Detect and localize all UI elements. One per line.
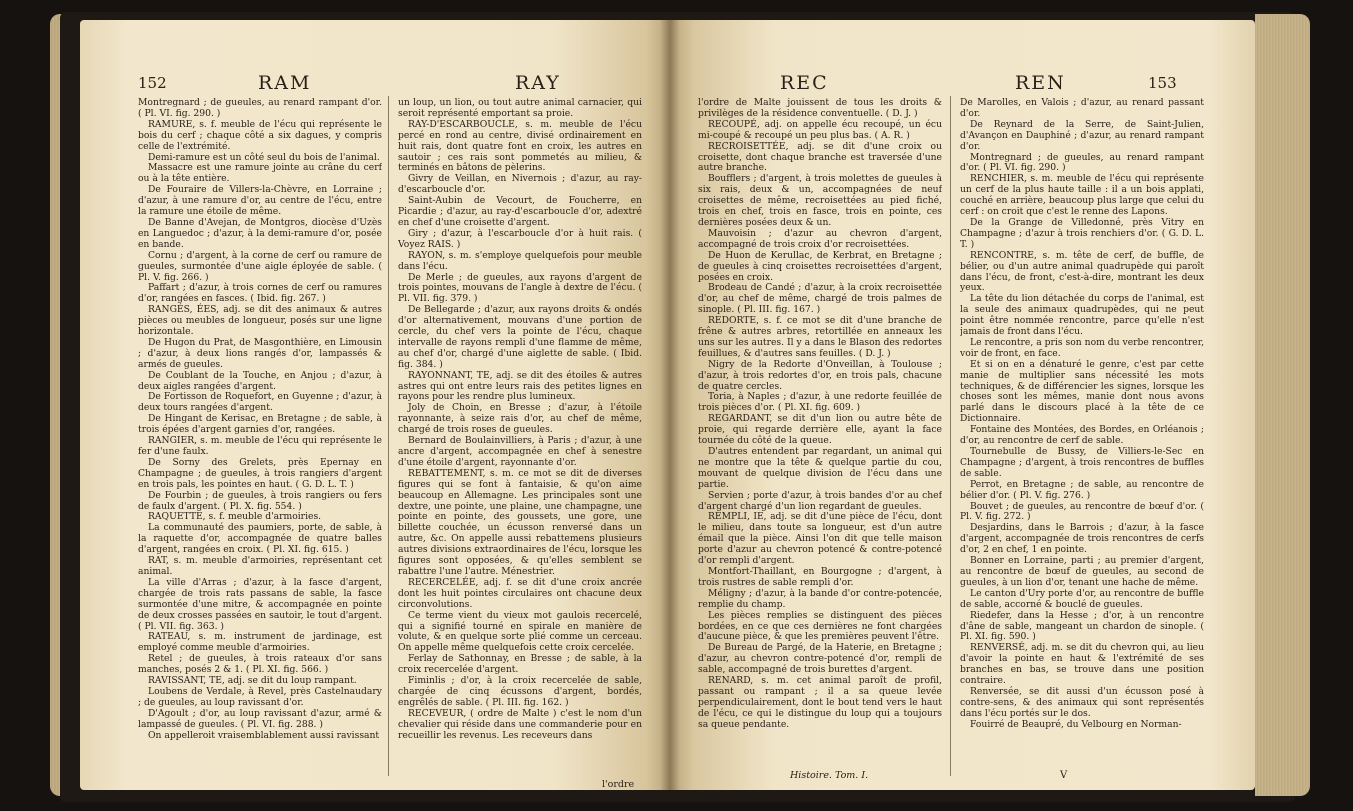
paragraph: De Hugon du Prat, de Masgonthière, en Limousin ; d'azur, à deux lions rangés d'or, lampassés & armés de gueules. [138,336,382,370]
right-header-word-right: REN [1015,72,1066,94]
paragraph: REBATTEMENT, s. m. ce mot se dit de diverses figures qui se font à fantaisie, & qu'on aime beaucoup en Allemagne. Les principales sont une dextre, une pointe, une plaine, une champagne, une pointe en pointe, des goussets, une gore, une billette couchée, un écusson renversé dans un autre, &c. On appelle aussi rebattemens plusieurs autres divisions extraordinaires de l'écu, lorsque les figures sont opposées, & qu'elles semblent se rabattre l'une l'autre. Ménestrier. [398,467,642,577]
right-page-number: 153 [1148,74,1177,92]
paragraph: Montregnard ; de gueules, au renard rampant d'or. ( Pl. VI. fig. 290. ) [138,98,382,119]
paragraph: Tournebulle de Bussy, de Villiers-le-Sec en Champagne ; d'argent, à trois rencontres de buffles de sable. [960,446,1204,479]
paragraph: Nigry de la Redorte d'Onveillan, à Toulouse ; d'azur, à trois redortes d'or, en trois pals, chacune de quatre cercles. [698,358,942,392]
left-page [80,20,670,790]
paragraph: De Fortisson de Roquefort, en Guyenne ; d'azur, à deux tours rangées d'argent. [138,391,382,414]
paragraph: Ce terme vient du vieux mot gaulois recercelé, qui a signifié tourné en spirale en manière de volute, & en quelque sorte plié comme un cerceau. On appelle même quelquefois cette croix cercelée. [398,609,642,654]
right-footer: Histoire. Tom. I. [790,770,869,781]
paragraph: RAYON, s. m. s'employe quelquefois pour meuble dans l'écu. [398,249,642,272]
paragraph: REMPLI, IE, adj. se dit d'une pièce de l'écu, dont le milieu, dans toute sa longueur, est d'un autre émail que la pièce. Ainsi l'on dit que telle maison porte d'azur au chevron potencé & contre-potencé d'or rempli d'argent. [698,511,942,567]
paragraph: De Marolles, en Valois ; d'azur, au renard passant d'or. [960,98,1204,119]
left-header-word-left: RAM [258,72,312,94]
paragraph: Bernard de Boulainvilliers, à Paris ; d'azur, à une ancre d'argent, accompagnée en chef à senestre d'une étoile d'argent, rayonnante d'or. [398,435,642,468]
paragraph: Le rencontre, a pris son nom du verbe rencontrer, voir de front, en face. [960,336,1204,359]
paragraph: Desjardins, dans le Barrois ; d'azur, à la fasce d'argent, accompagnée de trois rencontres de cerfs d'or, 2 en chef, 1 en pointe. [960,522,1204,556]
paragraph: De Bellegarde ; d'azur, aux rayons droits & ondés d'or alternativement, mouvans d'une portion de cercle, du chef vers la pointe de l'écu, chaque intervalle de rayons rempli d'une flamme de même, au chef d'or, chargé d'une aiglette de sable. ( Ibid. fig. 384. ) [398,304,642,370]
paragraph: Retel ; de gueules, à trois rateaux d'or sans manches, posés 2 & 1. ( Pl. XI. fig. 566. ) [138,653,382,676]
paragraph: Ferlay de Sathonnay, en Bresse ; de sable, à la croix recercelée d'argent. [398,653,642,676]
right-page-column-2 [960,98,1204,778]
right-column-rule [950,96,951,776]
paragraph: RANGIER, s. m. meuble de l'écu qui représente le fer d'une faulx. [138,435,382,457]
paragraph: REDORTE, s. f. ce mot se dit d'une branche de frêne & autres arbres, retortillée en anneaux les uns sur les autres. Il y a dans le Blason des redortes feuillues, & d'autres sans feuilles. ( D. J. ) [698,315,942,359]
paragraph: De Huon de Kerullac, de Kerbrat, en Bretagne ; de gueules à cinq croisettes recroisettées d'argent, posées en croix. [698,249,942,283]
left-column-rule [388,96,389,776]
paragraph: RAYONNANT, TE, adj. se dit des étoiles & autres astres qui ont entre leurs rais des petites lignes en rayons pour les rendre plus lumineux. [398,369,642,403]
paragraph: Paffart ; d'azur, à trois cornes de cerf ou ramures d'or, rangées en fasces. ( Ibid. fig. 267. ) [138,282,382,305]
paragraph: RATEAU, s. m. instrument de jardinage, est employé comme meuble d'armoiries. [138,631,382,654]
paragraph: RAVISSANT, TE, adj. se dit du loup rampant. [148,675,357,687]
paragraph: Fiminlis ; d'or, à la croix recercelée de sable, chargée de cinq écussons d'argent, bordés, engrêlés de sable. ( Pl. III. fig. 162. ) [398,675,642,708]
paragraph: Givry de Veillan, en Nivernois ; d'azur, au ray-d'escarboucle d'or. [398,173,642,196]
paragraph: Bouvet ; de gueules, au rencontre de bœuf d'or. ( Pl. V. fig. 272. ) [960,500,1204,523]
paragraph: Les pièces remplies se distinguent des pièces bordées, en ce que ces dernières ne font chargées d'aucune pièce, & que les premières peuvent l'être. [698,609,942,643]
left-running-header [80,72,670,96]
paragraph: Renversée, se dit aussi d'un écusson posé à contre-sens, & des animaux qui sont représentés dans l'écu portés sur le dos. [960,685,1204,719]
paragraph: Le canton d'Ury porte d'or, au rencontre de buffle de sable, accorné & bouclé de gueules. [960,587,1204,610]
page-edges-right [1255,14,1310,796]
paragraph: Fontaine des Montées, des Bordes, en Orléanois ; d'or, au rencontre de cerf de sable. [960,424,1204,447]
left-header-word-right: RAY [515,72,561,94]
left-page-column-1 [138,98,382,778]
paragraph: RENCHIER, s. m. meuble de l'écu qui représente un cerf de la plus haute taille : il a un bois applati, couché en arrière, beaucoup plus large que celui du cerf : on croit que c'est le renne des Lapons. [960,173,1204,218]
left-catchword: l'ordre [602,779,635,790]
right-signature: V [1060,770,1068,781]
paragraph: Giry ; d'azur, à l'escarboucle d'or à huit rais. ( Voyez RAIS. ) [398,227,642,250]
paragraph: Boufflers ; d'argent, à trois molettes de gueules à six rais, deux & un, accompagnées de neuf croisettes de même, recroisettées au pied fiché, trois en chef, trois en fasce, trois en pointe, ces dernières posées deux & un. [698,173,942,228]
paragraph: l'ordre de Malte jouissent de tous les droits & privilèges de la résidence conventuelle. ( D. J. ) [698,98,942,119]
paragraph: RECERCELÉE, adj. f. se dit d'une croix ancrée dont les huit pointes circulaires ont chacune deux circonvolutions. [398,576,642,610]
paragraph: De Banne d'Avejan, de Montgros, diocèse d'Uzès en Languedoc ; d'azur, à la demi-ramure d'or, posée en bande. [138,216,382,250]
paragraph: RAMURE, s. f. meuble de l'écu qui représente le bois du cerf ; chaque côté a six dagues, y compris celle de l'extrémité. [138,118,382,152]
paragraph: D'autres entendent par regardant, un animal qui ne montre que la tête & quelque partie du cou, mouvant de quelque division de l'écu dans une partie. [698,446,942,490]
paragraph: De Hingant de Kerisac, en Bretagne ; de sable, à trois épées d'argent garnies d'or, rangées. [138,413,382,436]
paragraph: Brodeau de Candé ; d'azur, à la croix recroisettée d'or, au chef de même, chargé de trois palmes de sinople. ( Pl. III. fig. 167. ) [698,282,942,316]
right-running-header [670,72,1255,96]
paragraph: Massacre est une ramure jointe au crâne du cerf ou à la tête entière. [138,162,382,185]
paragraph: De Fouraire de Villers-la-Chèvre, en Lorraine ; d'azur, à une ramure d'or, au centre de l'écu, entre la ramure une étoile de même. [138,184,382,218]
paragraph: Montregnard ; de gueules, au renard rampant d'or. ( Pl. VI. fig. 290. ) [960,151,1204,174]
paragraph: La communauté des paumiers, porte, de sable, à la raquette d'or, accompagnée de quatre balles d'argent, rangées en croix. ( Pl. XI. fig. 615. ) [138,522,382,556]
paragraph: De Coublant de la Touche, en Anjou ; d'azur, à deux aigles rangées d'argent. [138,369,382,392]
paragraph: Et si on en a dénaturé le genre, c'est par cette manie de multiplier sans nécessité les mots techniques, & de différencier les signes, lorsque les choses sont les mêmes, manie dont nous avons parlé dans le discours placé à la tête de ce Dictionnaire. [960,358,1204,425]
paragraph: De Bureau de Pargé, de la Haterie, en Bretagne ; d'azur, au chevron contre-potencé d'or, rempli de sable, accompagné de trois burettes d'argent. [698,642,942,676]
paragraph: De Sorny des Grelets, près Epernay en Champagne ; de gueules, à trois rangiers d'argent en trois pals, les pointes en haut. ( G. D. L. T. ) [138,456,382,490]
paragraph: Méligny ; d'azur, à la bande d'or contre-potencée, remplie du champ. [698,587,942,610]
paragraph: RECEVEUR, ( ordre de Malte ) c'est le nom d'un chevalier qui réside dans une commanderie pour en recueillir les revenus. Les receveurs dans [398,707,642,741]
paragraph: Riedefer, dans la Hesse ; d'or, à un rencontre d'âne de sable, mangeant un chardon de sinople. ( Pl. XI. fig. 590. ) [960,609,1204,643]
paragraph: RENARD, s. m. cet animal paroît de profil, passant ou rampant ; il a sa queue levée perpendiculairement, dont le bout tend vers le haut de l'écu, ce qui le distingue du loup qui a toujours sa queue pendante. [698,675,942,730]
left-page-column-2 [398,98,642,778]
right-page-column-1 [698,98,942,778]
right-page [670,20,1255,790]
paragraph: De Reynard de la Serre, de Saint-Julien, d'Avançon en Dauphiné ; d'azur, au renard rampant d'or. [960,118,1204,152]
paragraph: De Merle ; de gueules, aux rayons d'argent de trois pointes, mouvans de l'angle à dextre de l'écu. ( Pl. VII. fig. 379. ) [398,271,642,305]
paragraph: Bonner en Lorraine, parti ; au premier d'argent, au rencontre de bœuf de gueules, au second de gueules, à un lion d'or, tenant une hache de même. [960,555,1204,588]
paragraph: Cornu ; d'argent, à la corne de cerf ou ramure de gueules, surmontée d'une aigle éployée de sable. ( Pl. V. fig. 266. ) [138,249,382,283]
paragraph: RECOUPÉ, adj. on appelle écu recoupé, un écu mi-coupé & recoupé un peu plus bas. ( A. R. ) [698,118,942,141]
paragraph: RENVERSÉ, adj. m. se dit du chevron qui, au lieu d'avoir la pointe en haut & l'extrémité de ses branches en bas, se trouve dans une position contraire. [960,642,1204,687]
paragraph: Montfort-Thaillant, en Bourgogne ; d'argent, à trois rustres de sable rempli d'or. [698,565,942,588]
paragraph: RECROISETTÉE, adj. se dit d'une croix ou croisette, dont chaque branche est traversée d'une autre branche. [698,140,942,174]
paragraph: Fouirré de Beaupré, du Velbourg en Norman- [970,718,1182,730]
paragraph: Demi-ramure est un côté seul du bois de l'animal. [148,151,380,163]
paragraph: Loubens de Verdale, à Revel, près Castelnaudary ; de gueules, au loup ravissant d'or. [138,685,382,708]
paragraph: un loup, un lion, ou tout autre animal carnacier, qui seroit représenté emportant sa proie. [398,98,642,119]
right-header-word-left: REC [780,72,829,94]
paragraph: RAT, s. m. meuble d'armoiries, représentant cet animal. [138,555,382,577]
paragraph: La tête du lion détachée du corps de l'animal, est la seule des animaux quadrupèdes, qui ne peut point être nommée rencontre, parce qu'elle n'est jamais de front dans l'écu. [960,293,1204,338]
paragraph: Saint-Aubin de Vecourt, de Foucherre, en Picardie ; d'azur, au ray-d'escarboucle d'or, adextré en chef d'une croisette d'argent. [398,195,642,228]
paragraph: RAQUETTE, s. f. meuble d'armoiries. [148,511,322,523]
paragraph: RAY-D'ESCARBOUCLE, s. m. meuble de l'écu percé en rond au centre, divisé ordinairement en huit rais, dont quatre font en croix, les autres en sautoir ; ces rais sont pommetés au milieu, & terminés en bâtons de pèlerins. [398,118,642,174]
paragraph: Toria, à Naples ; d'azur, à une redorte feuillée de trois pièces d'or. ( Pl. XI. fig. 609. ) [698,391,942,414]
paragraph: De la Grange de Villedonné, près Vitry en Champagne ; d'azur à trois renchiers d'or. ( G. D. L. T. ) [960,216,1204,250]
left-page-number: 152 [138,74,167,92]
paragraph: D'Agoult ; d'or, au loup ravissant d'azur, armé & lampassé de gueules. ( Pl. VI. fig. 288. ) [138,707,382,730]
paragraph: Mauvoisin ; d'azur au chevron d'argent, accompagné de trois croix d'or recroisettées. [698,227,942,250]
paragraph: De Fourbin ; de gueules, à trois rangiers ou fers de faulx d'argent. ( Pl. X. fig. 554. ) [138,489,382,512]
paragraph: Servien ; porte d'azur, à trois bandes d'or au chef d'argent chargé d'un lion regardant de gueules. [698,489,942,512]
paragraph: Joly de Choin, en Bresse ; d'azur, à l'étoile rayonnante, à seize rais d'or, au chef de même, chargé de trois roses de gueules. [398,402,642,436]
paragraph: La ville d'Arras ; d'azur, à la fasce d'argent, chargée de trois rats passans de sable, la fasce surmontée d'une mitre, & accompagnée en pointe de deux crosses passées en sautoir, le tout d'argent. ( Pl. VII. fig. 363. ) [138,576,382,632]
paragraph: REGARDANT, se dit d'un lion ou autre bête de proie, qui regarde derrière elle, ayant la face tournée du côté de la queue. [698,413,942,447]
paragraph: On appelleroit vraisemblablement aussi ravissant [148,729,380,741]
paragraph: Perrot, en Bretagne ; de sable, au rencontre de bélier d'or. ( Pl. V. fig. 276. ) [960,478,1204,501]
paragraph: RENCONTRE, s. m. tête de cerf, de buffle, de bélier, ou d'un autre animal quadrupède qui paroît dans l'écu, de front, c'est-à-dire, montrant les deux yeux. [960,249,1204,294]
paragraph: RANGÉS, ÉES, adj. se dit des animaux & autres pièces ou meubles de longueur, posés sur une ligne horizontale. [138,304,382,338]
